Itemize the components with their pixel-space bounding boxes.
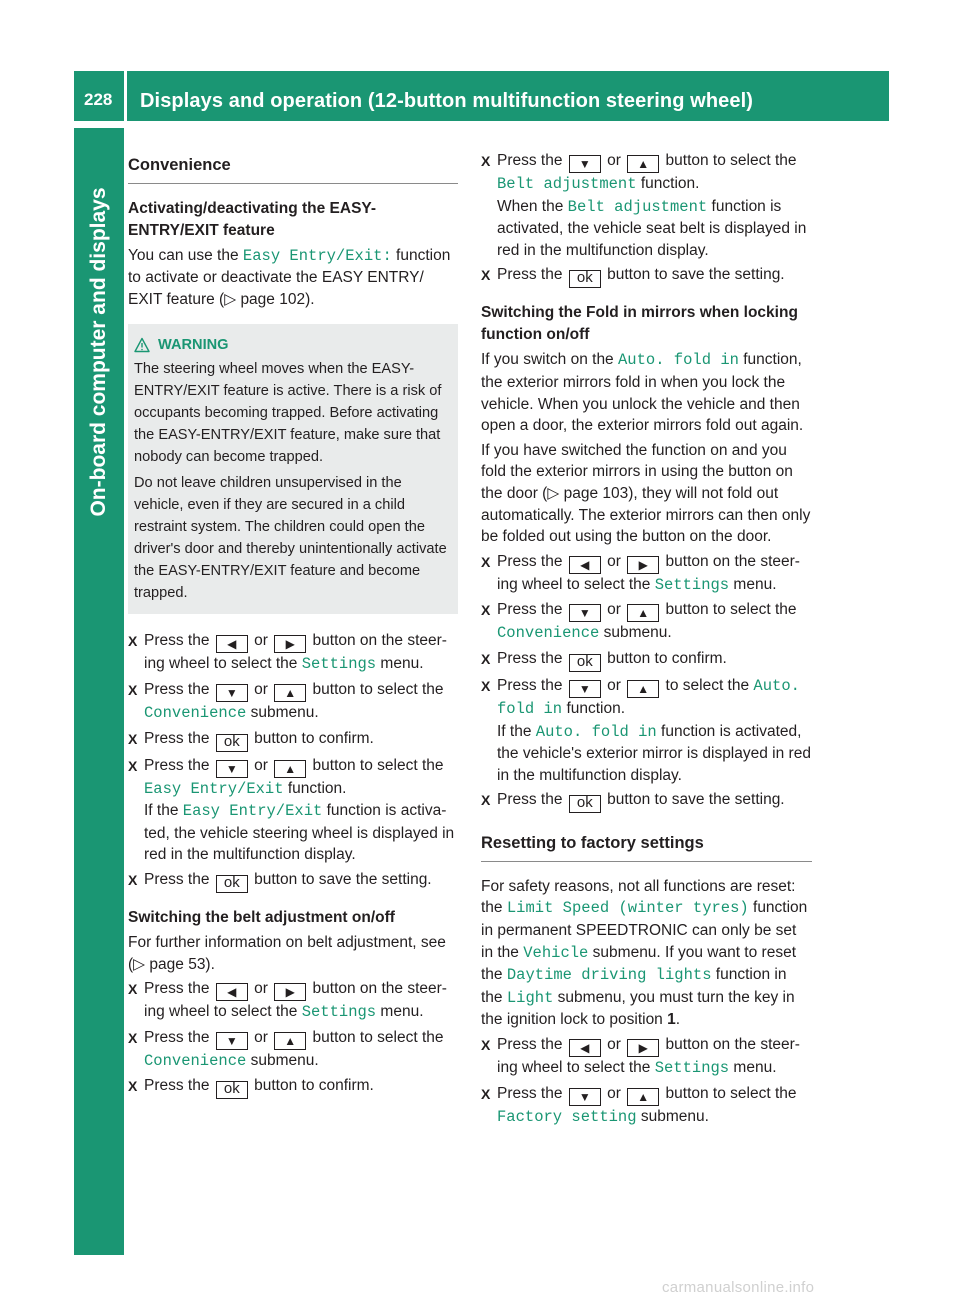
up-key-icon: ▲ bbox=[274, 760, 306, 778]
text: menu. bbox=[733, 1059, 777, 1077]
step bbox=[128, 630, 458, 676]
section-title-convenience: Convenience bbox=[128, 155, 458, 184]
text: Press the bbox=[497, 676, 563, 694]
left-key-icon: ◀ bbox=[216, 635, 248, 653]
text: button to select the bbox=[665, 1084, 797, 1102]
page-ref: page 53). bbox=[149, 955, 215, 973]
step-arrow-icon: X bbox=[481, 267, 491, 284]
step-arrow-icon: X bbox=[128, 871, 138, 888]
menu-term: Daytime driving lights bbox=[506, 966, 712, 985]
menu-term: Easy Entry/Exit bbox=[182, 802, 323, 821]
step bbox=[128, 679, 458, 725]
text: For safety reasons, not all functions are reset: the bbox=[481, 877, 796, 917]
text: button on the steer-ing wheel to select the bbox=[144, 632, 447, 673]
down-key-icon: ▼ bbox=[216, 760, 248, 778]
text: function. bbox=[287, 779, 347, 797]
easy-entry-intro bbox=[128, 245, 458, 311]
belt-intro bbox=[128, 932, 458, 975]
text: or bbox=[607, 1084, 621, 1102]
ok-key-icon: ok bbox=[569, 270, 601, 288]
text: If you switch on the bbox=[481, 351, 618, 369]
step-arrow-icon: X bbox=[128, 1029, 138, 1046]
text: If the bbox=[497, 722, 532, 740]
text: function. bbox=[640, 175, 700, 192]
text: Press the bbox=[144, 1028, 210, 1046]
step-arrow-icon: X bbox=[128, 681, 138, 698]
step bbox=[481, 789, 812, 813]
text: or bbox=[607, 552, 621, 570]
right-key-icon: ▶ bbox=[274, 635, 306, 653]
step-arrow-icon: X bbox=[481, 677, 491, 694]
text: Press the bbox=[497, 152, 563, 169]
up-key-icon: ▲ bbox=[274, 1032, 306, 1050]
right-key-icon: ▶ bbox=[274, 983, 306, 1001]
text: function to activate or deactivate the EASY ENTRY/ EXIT feature ( bbox=[128, 246, 451, 308]
text: menu. bbox=[380, 655, 424, 673]
text: submenu. bbox=[603, 624, 672, 642]
step bbox=[481, 648, 812, 672]
step bbox=[481, 551, 812, 597]
text: button to select the bbox=[312, 756, 444, 774]
down-key-icon: ▼ bbox=[569, 155, 601, 173]
text: function is activa-ted, the vehicle steering wheel is displayed in red in the multifunction display. bbox=[144, 802, 455, 864]
menu-term: Belt adjustment bbox=[567, 197, 708, 216]
up-key-icon: ▲ bbox=[627, 1088, 659, 1106]
chapter-title: On-board computer and displays bbox=[87, 187, 110, 517]
ok-key-icon: ok bbox=[569, 795, 601, 813]
step bbox=[481, 675, 812, 786]
menu-term: Settings bbox=[654, 1059, 730, 1078]
text: to select the bbox=[665, 676, 750, 694]
up-key-icon: ▲ bbox=[627, 155, 659, 173]
text: . bbox=[675, 1011, 681, 1029]
menu-term: Auto. fold in bbox=[497, 676, 800, 718]
menu-term: Vehicle bbox=[523, 943, 589, 962]
text: function, the exterior mirrors fold in when you lock the vehicle. When you unlock the vehicle and then open a door, the exterior mirrors fold out again. bbox=[481, 351, 804, 435]
text: menu. bbox=[380, 1003, 424, 1021]
text: If the bbox=[144, 802, 179, 820]
step-arrow-icon: X bbox=[481, 602, 491, 619]
step-arrow-icon: X bbox=[481, 792, 491, 809]
text: or bbox=[607, 601, 621, 619]
step bbox=[128, 755, 458, 866]
menu-term: Auto. fold in bbox=[618, 351, 739, 370]
text: Press the bbox=[497, 649, 563, 667]
page-ref-icon: ▷ bbox=[133, 955, 146, 973]
step bbox=[128, 1075, 458, 1099]
step-arrow-icon: X bbox=[481, 553, 491, 570]
text: function is activated, the vehicle's exterior mirror is displayed in red in the multifunction display. bbox=[497, 722, 811, 784]
page-number-text: 228 bbox=[84, 90, 113, 109]
page-title: Displays and operation (12-button multifunction steering wheel) bbox=[140, 90, 754, 112]
text: Press the bbox=[144, 756, 210, 774]
text: You can use the bbox=[128, 246, 243, 264]
down-key-icon: ▼ bbox=[569, 604, 601, 622]
step bbox=[128, 869, 458, 893]
text: Press the bbox=[497, 266, 563, 284]
page-ref-icon: ▷ bbox=[547, 484, 560, 502]
step-arrow-icon: X bbox=[128, 757, 138, 774]
text: button to confirm. bbox=[607, 649, 727, 667]
up-key-icon: ▲ bbox=[627, 680, 659, 698]
text: Press the bbox=[497, 552, 563, 570]
text: submenu. bbox=[250, 703, 319, 721]
text: page 103), they will not fold out automatically. The exterior mirrors can then only be folded out using the button on the door. bbox=[481, 484, 811, 546]
ok-key-icon: ok bbox=[216, 734, 248, 752]
text: button to select the bbox=[665, 601, 797, 619]
text: or bbox=[254, 1028, 268, 1046]
text: Press the bbox=[144, 680, 210, 698]
step-arrow-icon: X bbox=[481, 153, 491, 169]
up-key-icon: ▲ bbox=[627, 604, 659, 622]
text: Press the bbox=[144, 980, 210, 998]
text: button on the steer-ing wheel to select the bbox=[497, 552, 800, 593]
text: submenu, you must turn the key in the ignition lock to position bbox=[481, 988, 795, 1029]
text: button on the steer-ing wheel to select the bbox=[497, 1036, 800, 1077]
text: button to select the bbox=[665, 152, 797, 169]
step bbox=[128, 1027, 458, 1073]
watermark: carmanualsonline.info bbox=[662, 1279, 815, 1296]
step bbox=[128, 728, 458, 752]
text: button to confirm. bbox=[254, 1077, 374, 1095]
right-key-icon: ▶ bbox=[627, 1039, 659, 1057]
text: or bbox=[607, 1036, 621, 1054]
menu-term: Settings bbox=[654, 575, 730, 594]
step-arrow-icon: X bbox=[128, 1078, 138, 1095]
menu-term: Convenience bbox=[144, 1051, 247, 1070]
text: function. bbox=[566, 699, 626, 717]
text: Press the bbox=[144, 729, 210, 747]
text: Press the bbox=[144, 1077, 210, 1095]
step-arrow-icon: X bbox=[481, 650, 491, 667]
down-key-icon: ▼ bbox=[216, 1032, 248, 1050]
warning-text-1: The steering wheel moves when the EASY-ENTRY/EXIT feature is active. There is a risk of occupants becoming trapped. Before activating the EASY-ENTRY/EXIT feature, make sure that nobody can become trapped. bbox=[134, 361, 442, 466]
warning-text-2: Do not leave children unsupervised in the vehicle, even if they are secured in a child restraint system. The children could open the driver's door and thereby unintentionally activate the EASY-ENTRY/EXIT feature and become trapped. bbox=[134, 475, 447, 602]
text: button to confirm. bbox=[254, 729, 374, 747]
text: menu. bbox=[733, 575, 777, 593]
text: function in the bbox=[481, 966, 787, 1006]
down-key-icon: ▼ bbox=[216, 684, 248, 702]
ok-key-icon: ok bbox=[216, 875, 248, 893]
text: button to save the setting. bbox=[607, 791, 785, 809]
subsection-fold-mirrors-title: Switching the Fold in mirrors when locking function on/off bbox=[481, 304, 798, 344]
text: or bbox=[254, 632, 268, 650]
step-arrow-icon: X bbox=[128, 730, 138, 747]
fold-mirrors-para-1 bbox=[481, 349, 812, 436]
text: function in permanent SPEEDTRONIC can only be set in the bbox=[481, 899, 808, 961]
text: Press the bbox=[144, 870, 210, 888]
text: or bbox=[254, 980, 268, 998]
subsection-belt-title: Switching the belt adjustment on/off bbox=[128, 908, 395, 926]
step bbox=[481, 264, 812, 288]
menu-term: Settings bbox=[301, 1003, 377, 1022]
step-arrow-icon: X bbox=[128, 981, 138, 998]
menu-term: Easy Entry/Exit: bbox=[242, 246, 392, 265]
step-arrow-icon: X bbox=[481, 1037, 491, 1054]
page-number bbox=[74, 71, 124, 121]
key-position: 1 bbox=[667, 1011, 676, 1029]
text: Press the bbox=[497, 1036, 563, 1054]
text: For further information on belt adjustment, see ( bbox=[128, 933, 446, 973]
warning-label: WARNING bbox=[158, 337, 229, 354]
menu-term: Limit Speed (winter tyres) bbox=[506, 899, 749, 918]
text: button to select the bbox=[312, 1028, 444, 1046]
warning-box bbox=[128, 324, 458, 614]
menu-term: Easy Entry/Exit bbox=[144, 779, 284, 798]
text: Press the bbox=[144, 632, 210, 650]
warning-header bbox=[134, 334, 452, 356]
text: or bbox=[607, 152, 621, 169]
text: If you have switched the function on and you fold the exterior mirrors in using the button on the door ( bbox=[481, 441, 793, 502]
menu-term: Light bbox=[506, 988, 554, 1007]
step bbox=[481, 1034, 812, 1080]
left-key-icon: ◀ bbox=[216, 983, 248, 1001]
text: button on the steer-ing wheel to select the bbox=[144, 980, 447, 1021]
menu-term: Settings bbox=[301, 655, 377, 674]
left-key-icon: ◀ bbox=[569, 556, 601, 574]
text: When the bbox=[497, 197, 564, 215]
menu-term: Belt adjustment bbox=[497, 175, 637, 193]
page-ref: page 102). bbox=[240, 290, 315, 308]
text: button to select the bbox=[312, 680, 444, 698]
text: submenu. bbox=[250, 1051, 319, 1069]
right-key-icon: ▶ bbox=[627, 556, 659, 574]
text: or bbox=[254, 680, 268, 698]
text: submenu. bbox=[640, 1107, 709, 1125]
menu-term: Auto. fold in bbox=[535, 722, 657, 741]
left-key-icon: ◀ bbox=[569, 1039, 601, 1057]
text: button to save the setting. bbox=[607, 266, 785, 284]
right-column bbox=[481, 150, 812, 1131]
text: Press the bbox=[497, 1084, 563, 1102]
menu-term: Convenience bbox=[144, 703, 247, 722]
text: or bbox=[607, 676, 621, 694]
text: or bbox=[254, 756, 268, 774]
menu-term: Convenience bbox=[497, 624, 600, 643]
up-key-icon: ▲ bbox=[274, 684, 306, 702]
text: Press the bbox=[497, 791, 563, 809]
factory-reset-intro bbox=[481, 876, 812, 1031]
ok-key-icon: ok bbox=[216, 1081, 248, 1099]
section-title-factory-reset: Resetting to factory settings bbox=[481, 833, 812, 862]
text: submenu. If you want to reset the bbox=[481, 943, 796, 984]
step bbox=[481, 1083, 812, 1129]
warning-triangle-icon bbox=[134, 337, 150, 353]
menu-term: Factory setting bbox=[497, 1107, 637, 1126]
text: button to save the setting. bbox=[254, 870, 432, 888]
text: Press the bbox=[497, 601, 563, 619]
down-key-icon: ▼ bbox=[569, 680, 601, 698]
ok-key-icon: ok bbox=[569, 654, 601, 672]
page-ref-icon: ▷ bbox=[224, 290, 237, 308]
step bbox=[128, 978, 458, 1024]
fold-mirrors-para-2 bbox=[481, 440, 812, 548]
step-arrow-icon: X bbox=[481, 1085, 491, 1102]
step bbox=[481, 150, 812, 261]
step-arrow-icon: X bbox=[128, 633, 138, 650]
text: function is activated, the vehicle seat belt is displayed in red in the multifunction display. bbox=[497, 197, 807, 259]
subsection-easy-entry-title: Activating/deactivating the EASY-ENTRY/EXIT feature bbox=[128, 199, 377, 239]
step bbox=[481, 599, 812, 645]
down-key-icon: ▼ bbox=[569, 1088, 601, 1106]
left-column bbox=[128, 150, 458, 1102]
